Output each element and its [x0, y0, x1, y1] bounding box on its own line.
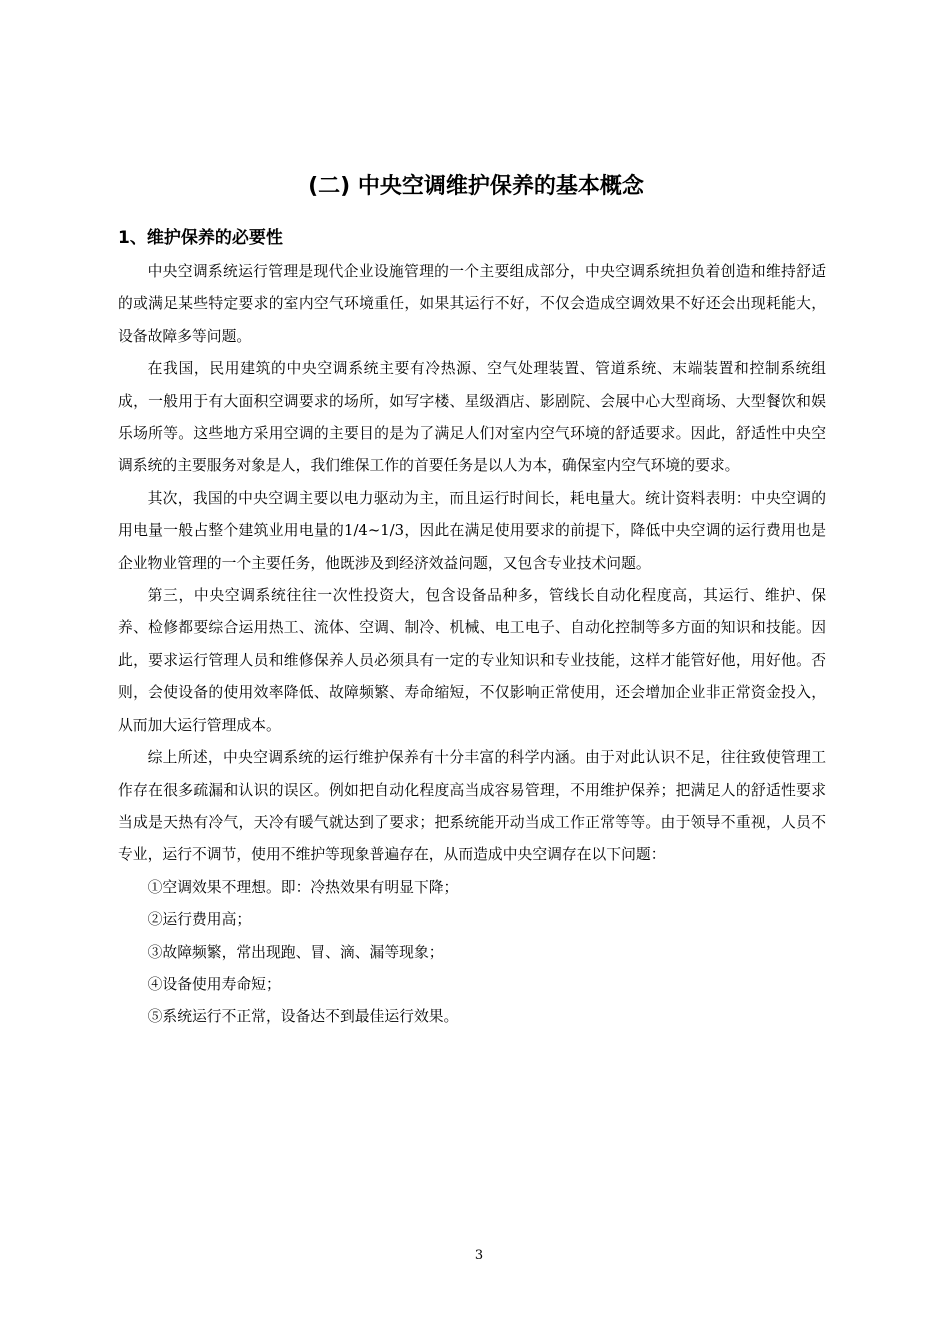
document-body	[118, 256, 826, 1034]
paragraph: 其次，我国的中央空调主要以电力驱动为主，而且运行时间长，耗电量大。统计资料表明：中央空调的用电量一般占整个建筑业用电量的1/4~1/3，因此在满足使用要求的前提下，降低中央空调的运行费用也是企业物业管理的一个主要任务，他既涉及到经济效益问题，又包含专业技术问题。	[118, 489, 826, 572]
list-item: ④设备使用寿命短；	[147, 975, 281, 993]
list-item: ①空调效果不理想。即：冷热效果有明显下降；	[147, 878, 459, 896]
paragraph: 在我国，民用建筑的中央空调系统主要有冷热源、空气处理装置、管道系统、末端装置和控制系统组成，一般用于有大面积空调要求的场所，如写字楼、星级酒店、影剧院、会展中心大型商场、大型餐饮和娱乐场所等。这些地方采用空调的主要目的是为了满足人们对室内空气环境的舒适要求。因此，舒适性中央空调系统的主要服务对象是人，我们维保工作的首要任务是以人为本，确保室内空气环境的要求。	[118, 360, 826, 475]
list-item: ③故障频繁，常出现跑、冒、滴、漏等现象；	[147, 943, 444, 961]
paragraph: 中央空调系统运行管理是现代企业设施管理的一个主要组成部分，中央空调系统担负着创造和维持舒适的或满足某些特定要求的室内空气环境重任，如果其运行不好，不仅会造成空调效果不好还会出现耗能大，设备故障多等问题。	[118, 263, 826, 345]
section-heading: 1、维护保养的必要性	[118, 228, 283, 248]
document-title: (二) 中央空调维护保养的基本概念	[308, 174, 644, 199]
paragraph: 综上所述，中央空调系统的运行维护保养有十分丰富的科学内涵。由于对此认识不足，往往致使管理工作存在很多疏漏和认识的误区。例如把自动化程度高当成容易管理，不用维护保养；把满足人的舒适性要求当成是天热有冷气，天冷有暖气就达到了要求；把系统能开动当成工作正常等等。由于领导不重视，人员不专业，运行不调节，使用不维护等现象普遍存在，从而造成中央空调存在以下问题：	[118, 749, 826, 864]
page-number: 3	[474, 1248, 484, 1263]
list-item: ②运行费用高；	[147, 911, 252, 929]
list-item: ⑤系统运行不正常，设备达不到最佳运行效果。	[147, 1008, 459, 1026]
problem-list	[118, 872, 826, 1034]
paragraph: 第三，中央空调系统往往一次性投资大，包含设备品种多，管线长自动化程度高，其运行、维护、保养、检修都要综合运用热工、流体、空调、制冷、机械、电工电子、自动化控制等多方面的知识和技能。因此，要求运行管理人员和维修保养人员必须具有一定的专业知识和专业技能，这样才能管好他，用好他。否则，会使设备的使用效率降低、故障频繁、寿命缩短，不仅影响正常使用，还会增加企业非正常资金投入，从而加大运行管理成本。	[118, 587, 826, 734]
